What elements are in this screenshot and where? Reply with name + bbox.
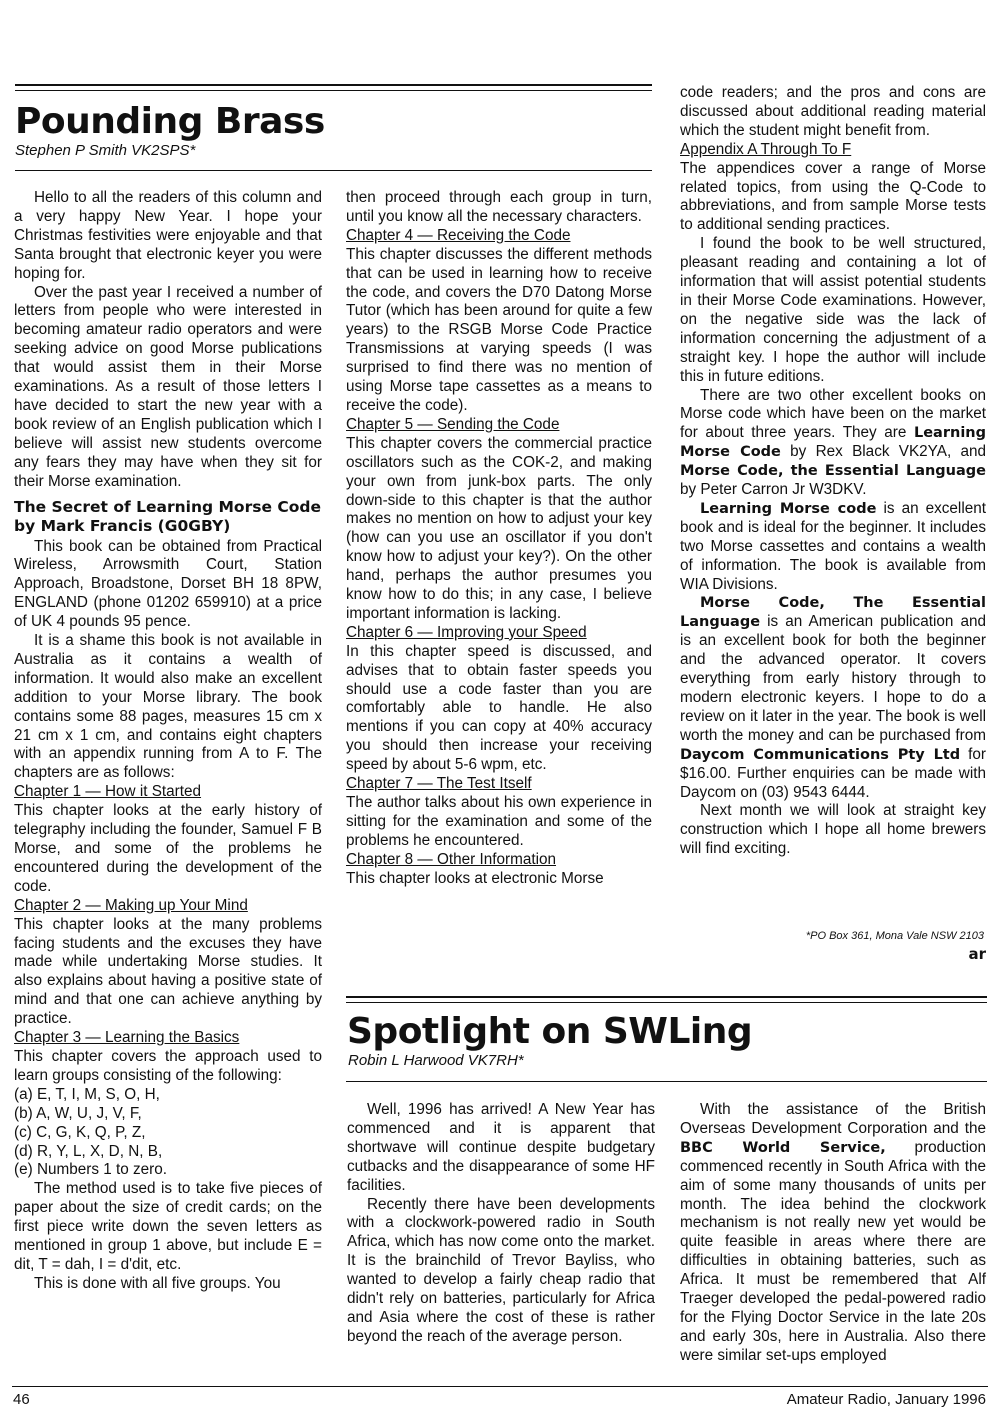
paragraph: This is done with all five groups. You bbox=[34, 1274, 281, 1292]
subheading: The Secret of Learning Morse Code by Mark Francis (G0GBY) bbox=[14, 497, 321, 535]
paragraph bbox=[680, 1101, 986, 1366]
paragraph: This chapter looks at the early history of telegraphy including the founder, Samuel F B Morse, and some of the problems he encountered during the development of the code. bbox=[14, 802, 322, 895]
chapter-heading: Chapter 7 — The Test Itself bbox=[346, 775, 532, 793]
book-title: Learning Morse Code bbox=[680, 425, 986, 461]
paragraph: This chapter covers the approach used to learn groups consisting of the following: bbox=[14, 1047, 322, 1084]
author-footnote: *PO Box 361, Mona Vale NSW 2103 bbox=[805, 930, 984, 942]
paragraph: code readers; and the pros and cons are discussed about additional reading material which the student might benefit from. bbox=[680, 84, 986, 139]
book-title: Learning Morse code bbox=[700, 500, 877, 517]
text-run: There are two other excellent books on Morse code which have been on the market for about three years. They are bbox=[680, 386, 986, 442]
list-item: (c) C, G, K, Q, P, Z, bbox=[14, 1123, 146, 1141]
title-rule-bottom bbox=[346, 1081, 987, 1082]
text-run: With the assistance of the British Overseas Development Corporation and the bbox=[680, 1101, 986, 1137]
chapter-heading: Chapter 1 — How it Started bbox=[14, 783, 202, 801]
chapter-heading: Chapter 3 — Learning the Basics bbox=[14, 1029, 240, 1047]
footer-rule bbox=[12, 1386, 988, 1387]
text-run: is an excellent book and is ideal for the beginner. It includes two Morse cassettes and contains a wealth of information. The book is available from WIA Divisions. bbox=[680, 499, 986, 593]
article-column-1 bbox=[347, 1101, 655, 1347]
text-run: by Peter Carron Jr W3DKV. bbox=[680, 481, 867, 499]
chapter-heading: Chapter 5 — Sending the Code bbox=[346, 415, 560, 433]
text-run: by Rex Black VK2YA, and bbox=[780, 443, 986, 461]
paragraph: Hello to all the readers of this column and a very happy New Year. I hope your Christmas festivities were enjoyable and that Santa brought that electronic keyer you were hoping for. bbox=[14, 189, 322, 282]
appendix-heading: Appendix A Through To F bbox=[680, 140, 852, 158]
company-name: Daycom Communications Pty Ltd bbox=[680, 746, 961, 763]
list-item: (e) Numbers 1 to zero. bbox=[14, 1161, 168, 1179]
text-run: is an American publication and is an excellent book for both the beginner and the advanced operator. It covers everything from early history through to modern electronic keyers. I hope to do a review on it later in the year. The book is well worth the money and can be purchased from bbox=[680, 613, 986, 744]
article-column-1 bbox=[14, 189, 322, 1294]
article-column-3 bbox=[680, 84, 986, 859]
page-number: 46 bbox=[13, 1391, 30, 1408]
paragraph: Well, 1996 has arrived! A New Year has commenced and it is apparent that shortwave will continue despite budgetary cutbacks and the disappearance of some HF facilities. bbox=[347, 1101, 655, 1194]
chapter-heading: Chapter 8 — Other Information bbox=[346, 850, 557, 868]
paragraph: I found the book to be well structured, pleasant reading and containing a lot of information that will assist potential students in their Morse Code examinations. However, on the negative side was the lack of information concerning the adjustment of a straight key. I hope the author will include this in future editions. bbox=[680, 235, 986, 385]
chapter-heading: Chapter 4 — Receiving the Code bbox=[346, 226, 571, 244]
paragraph: Recently there have been developments with a clockwork-powered radio in South Africa, which has now come onto the market. It is the brainchild of Trevor Bayliss, who wanted to develop a fairly cheap radio that didn't rely on batteries, particularly for Africa and Asia where the cost of these is rather beyond the reach of the average person. bbox=[347, 1195, 655, 1345]
paragraph: This chapter looks at electronic Morse bbox=[346, 869, 604, 887]
article-title: Pounding Brass bbox=[15, 101, 325, 142]
paragraph: then proceed through each group in turn, until you know all the necessary characters. bbox=[346, 189, 652, 225]
paragraph: The appendices cover a range of Morse related topics, from using the Q-Code to abbreviations, and from sample Morse tests to additional sending practices. bbox=[680, 159, 986, 234]
paragraph bbox=[680, 594, 986, 802]
paragraph: Next month we will look at straight key construction which I hope all home brewers will find exciting. bbox=[680, 802, 986, 858]
title-rule-top bbox=[15, 84, 652, 91]
book-title: Morse Code, the Essential Language bbox=[680, 463, 986, 480]
paragraph bbox=[680, 387, 986, 500]
article-column-2 bbox=[680, 1101, 986, 1366]
end-mark: ar bbox=[968, 945, 986, 963]
org-name: BBC World Service, bbox=[680, 1139, 886, 1156]
paragraph: The method used is to take five pieces of paper about the size of credit cards; on the first piece write down the seven letters as mentioned in group 1 above, but include E = dit, T = dah, I = d'dit, etc. bbox=[14, 1180, 322, 1273]
paragraph: In this chapter speed is discussed, and advises that to obtain faster speeds you should use a code faster than you are comfortably able to handle. He also mentions if you can copy at 40% accuracy you should then increase your receiving speed by about 5-6 wpm, etc. bbox=[346, 642, 652, 774]
paragraph: The author talks about his own experience in sitting for the examination and some of the problems he encountered. bbox=[346, 794, 652, 849]
paragraph: This chapter covers the commercial practice oscillators such as the COK-2, and making your own from junk-box parts. The only down-side to this chapter is that the author makes no mention on how to adjust your key (how can you use an oscillator if you don't know how to adjust your key?). On the other hand, perhaps the author presumes you know how to do this; in any case, I believe important information is lacking. bbox=[346, 434, 652, 622]
article-byline: Robin L Harwood VK7RH* bbox=[348, 1052, 524, 1069]
chapter-heading: Chapter 2 — Making up Your Mind bbox=[14, 896, 248, 914]
paragraph: It is a shame this book is not available in Australia as it contains a wealth of information. It would also make an excellent addition to your Morse library. The book contains some 88 pages, measures 15 cm x 21 cm x 1 cm, and contains eight chapters with an appendix running from A to F. The chapters are as follows: bbox=[14, 632, 322, 782]
title-rule-bottom bbox=[15, 170, 652, 171]
book-title: Morse Code, The Essential Language bbox=[680, 595, 986, 631]
publication-footer: Amateur Radio, January 1996 bbox=[786, 1391, 986, 1408]
article-column-2 bbox=[346, 189, 652, 889]
list-item: (b) A, W, U, J, V, F, bbox=[14, 1104, 142, 1122]
text-run: for $16.00. Further enquiries can be made with Daycom on (03) 9543 6444. bbox=[680, 745, 986, 801]
text-run: production commenced recently in South Africa with the aim of some many thousands of units per month. The idea behind the clockwork mechanism is not really new yet would be quite feasible in areas where there are difficulties in obtaining batteries, such as Africa. It must be remembered that Alf Traeger developed the pedal-powered radio for the Flying Doctor Service in the late 20s and early 30s, here in Australia. Also there were similar set-ups employed bbox=[680, 1138, 986, 1364]
list-item: (d) R, Y, L, X, D, N, B, bbox=[14, 1142, 163, 1160]
paragraph: This book can be obtained from Practical Wireless, Arrowsmith Court, Station Approach, Broadstone, Dorset BH 18 8PW, ENGLAND (phone 01202 659910) at a price of UK 4 pounds 95 pence. bbox=[14, 537, 322, 631]
title-rule-top bbox=[346, 996, 987, 1003]
list-item: (a) E, T, I, M, S, O, H, bbox=[14, 1085, 160, 1103]
article-byline: Stephen P Smith VK2SPS* bbox=[15, 142, 196, 159]
chapter-heading: Chapter 6 — Improving your Speed bbox=[346, 623, 587, 641]
paragraph: Over the past year I received a number of letters from people who were interested in becoming amateur radio operators and were seeking advice on good Morse publications that would assist them in their Morse examinations. As a result of those letters I have decided to start the new year with a book review of an English publication which I believe will assist new students overcome any fears they may have when they sit for their Morse examination. bbox=[14, 283, 322, 490]
paragraph: This chapter discusses the different methods that can be used in learning how to receive the code, and covers the D70 Datong Morse Tutor (which has been around for quite a few years) to the RSGB Morse Code Practice Transmissions at varying speeds (I was surprised to find there was no mention of using Morse tape cassettes as a means to receive the code). bbox=[346, 245, 652, 414]
paragraph: This chapter looks at the many problems facing students and the excuses they have made while undertaking Morse studies. It also explains about having a positive state of mind and that one can achieve anything by practice. bbox=[14, 915, 322, 1028]
article-title: Spotlight on SWLing bbox=[347, 1011, 753, 1052]
paragraph bbox=[680, 500, 986, 595]
